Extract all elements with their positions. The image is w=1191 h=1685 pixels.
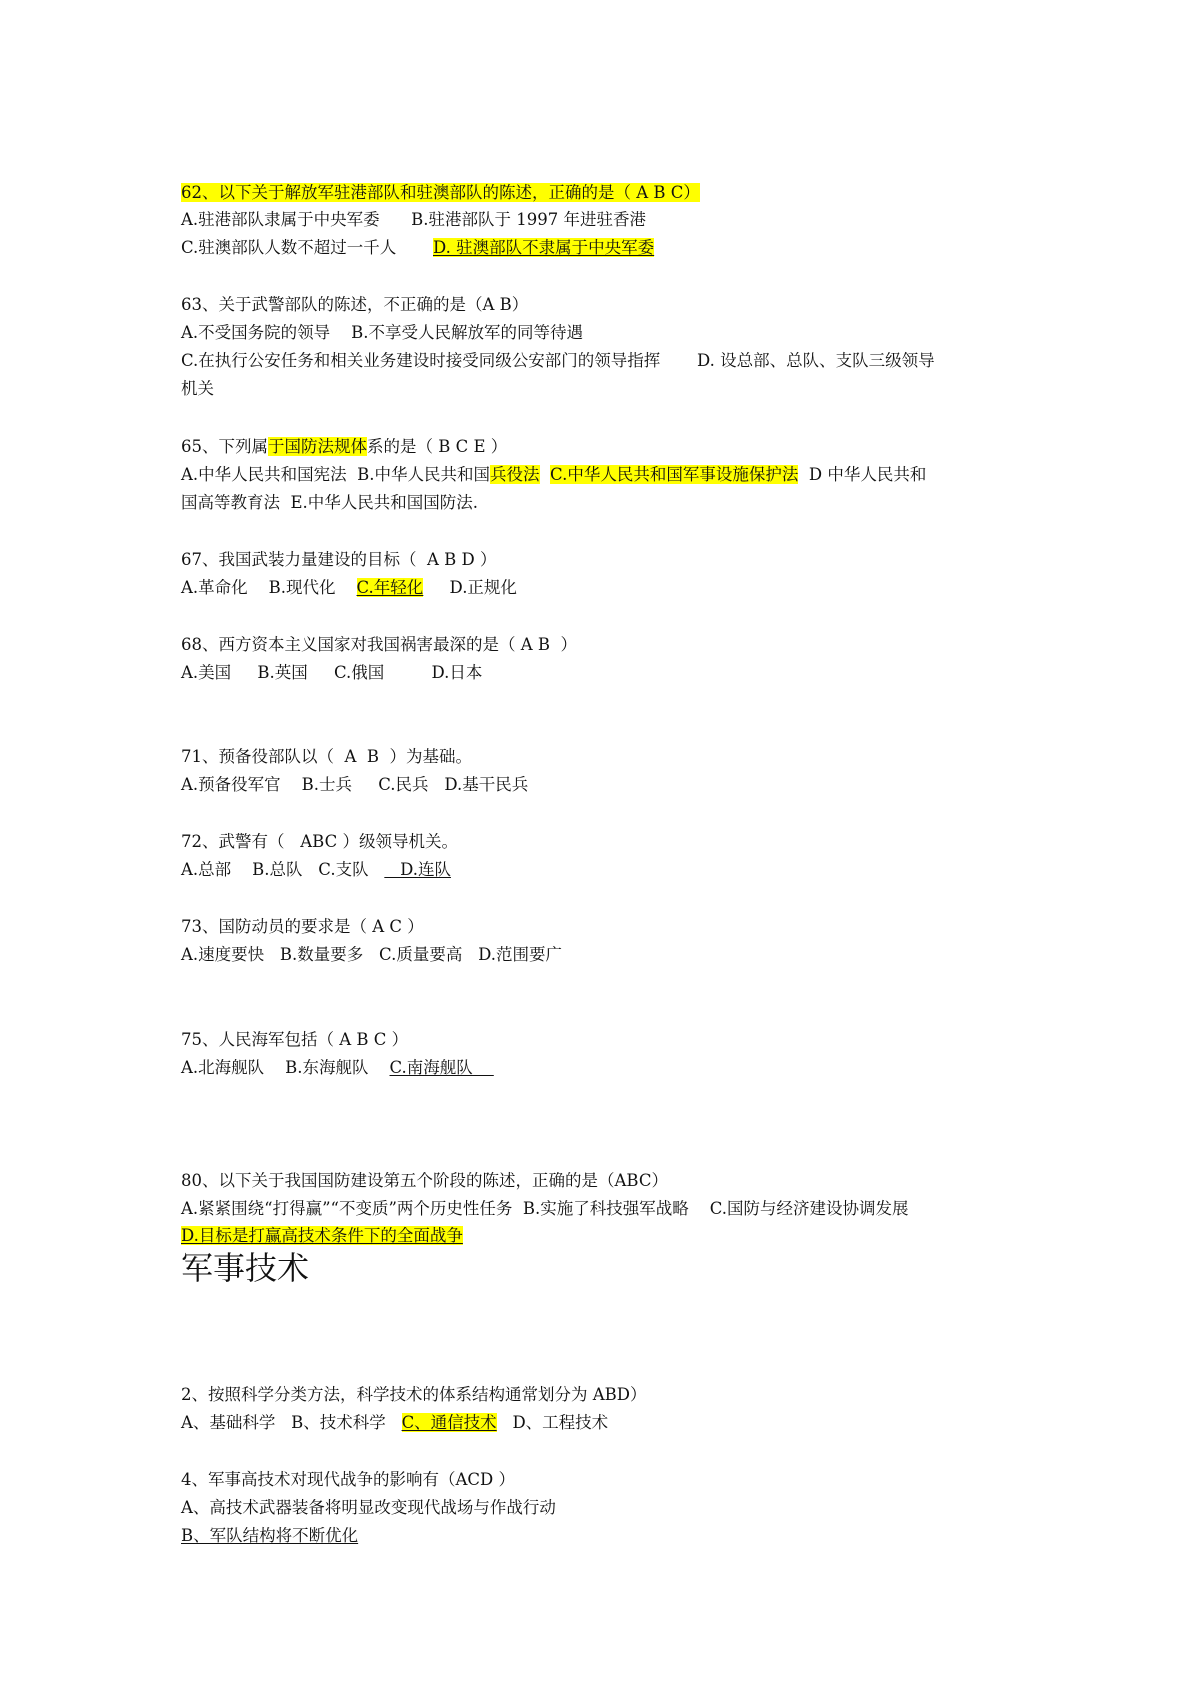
question-65-text-pre: 65、下列属 (181, 437, 268, 456)
option-a: A.驻港部队隶属于中央军委 (181, 210, 380, 229)
question-62-options-row1 (181, 209, 646, 231)
question-65-text-highlight: 于国防法规体 (268, 437, 367, 456)
option-c: C.在执行公安任务和相关业务建设时接受同级公安部门的领导指挥 (181, 351, 661, 370)
question-71 (181, 746, 472, 768)
option-a: A.速度要快 (181, 945, 265, 964)
option-d: D.正规化 (449, 578, 517, 597)
option-b: B.实施了科技强军战略 (522, 1199, 689, 1218)
option-b: B.驻港部队于 1997 年进驻香港 (411, 210, 647, 229)
question-62-text: 62、以下关于解放军驻港部队和驻澳部队的陈述，正确的是（ A B C） (181, 183, 700, 202)
question-80-options-row1 (181, 1198, 909, 1220)
question-71-options (181, 774, 528, 796)
option-b: B.中华人民共和国 (357, 465, 491, 484)
option-a: A.中华人民共和国宪法 (181, 465, 347, 484)
option-d: D. 驻澳部队不隶属于中央军委 (433, 238, 655, 257)
question-2-options (181, 1412, 608, 1434)
question-73-options (181, 944, 562, 966)
question-4-text: 4、军事高技术对现代战争的影响有（ACD ） (181, 1470, 516, 1489)
question-63-options-row3 (181, 378, 214, 400)
question-62 (181, 182, 700, 204)
question-80-text: 80、以下关于我国国防建设第五个阶段的陈述，正确的是（ABC） (181, 1171, 668, 1190)
option-a: A.预备役军官 (181, 775, 281, 794)
option-b: B.东海舰队 (285, 1058, 369, 1077)
option-c: C.质量要高 (379, 945, 463, 964)
option-c: C.南海舰队 (389, 1058, 494, 1077)
question-63 (181, 294, 528, 316)
question-65-options-row2 (181, 492, 478, 514)
section-heading: 军事技术 (181, 1249, 310, 1287)
question-75-text: 75、人民海军包括（ A B C ） (181, 1030, 409, 1049)
question-2 (181, 1384, 647, 1406)
option-c: C.支队 (318, 860, 369, 879)
question-4 (181, 1469, 515, 1491)
question-63-text: 63、关于武警部队的陈述，不正确的是（A B） (181, 295, 529, 314)
question-71-text: 71、预备役部队以（ A B ）为基础。 (181, 747, 473, 766)
question-72-options (181, 859, 451, 881)
option-a: A.美国 (181, 663, 232, 682)
question-65-text-post: 系的是（ B C E ） (367, 437, 508, 456)
option-b: B.士兵 (301, 775, 353, 794)
question-4-option-b (181, 1525, 358, 1547)
option-e: E.中华人民共和国国防法. (290, 493, 479, 512)
question-2-text: 2、按照科学分类方法，科学技术的体系结构通常划分为 ABD） (181, 1385, 647, 1404)
question-68 (181, 634, 577, 656)
option-d: D.日本 (431, 663, 483, 682)
question-63-options-row2 (181, 350, 935, 372)
option-a: A.紧紧围绕“打得赢”“不变质”两个历史性任务 (181, 1199, 513, 1218)
option-a: A.总部 (181, 860, 232, 879)
option-d: D. 设总部、总队、支队三级领导 (697, 351, 935, 370)
option-b: B、军队结构将不断优化 (181, 1526, 359, 1545)
question-72-text: 72、武警有（ ABC ）级领导机关。 (181, 832, 458, 851)
option-a: A.北海舰队 (181, 1058, 265, 1077)
option-b: B.英国 (257, 663, 308, 682)
option-a: A、高技术武器装备将明显改变现代战场与作战行动 (181, 1498, 556, 1517)
option-d: D.目标是打赢高技术条件下的全面战争 (181, 1226, 463, 1245)
question-67-options (181, 577, 517, 599)
question-75 (181, 1029, 408, 1051)
option-d: D.连队 (384, 860, 451, 879)
question-67 (181, 549, 497, 571)
option-d: D.基干民兵 (444, 775, 529, 794)
option-b-highlight: 兵役法 (490, 465, 540, 484)
option-b: B、技术科学 (291, 1413, 386, 1432)
question-72 (181, 831, 458, 853)
option-b: B.不享受人民解放军的同等待遇 (351, 323, 584, 342)
option-d: D 中华人民共和 (808, 465, 927, 484)
question-4-option-a (181, 1497, 556, 1519)
option-c: C.年轻化 (356, 578, 424, 597)
question-73-text: 73、国防动员的要求是（ A C ） (181, 917, 424, 936)
option-b: B.数量要多 (279, 945, 364, 964)
question-67-text: 67、我国武装力量建设的目标（ A B D ） (181, 550, 497, 569)
question-65 (181, 436, 507, 458)
option-a: A.革命化 (181, 578, 248, 597)
question-68-text: 68、西方资本主义国家对我国祸害最深的是（ A B ） (181, 635, 578, 654)
question-62-options-row2 (181, 237, 654, 259)
option-d: D.范围要广 (478, 945, 562, 964)
option-b: B.现代化 (268, 578, 336, 597)
option-d-continued: 国高等教育法 (181, 493, 280, 512)
option-c: C.俄国 (334, 663, 385, 682)
option-c: C.驻澳部队人数不超过一千人 (181, 238, 397, 257)
question-63-options-row1 (181, 322, 583, 344)
question-80 (181, 1170, 668, 1192)
option-b: B.总队 (252, 860, 303, 879)
option-a: A.不受国务院的领导 (181, 323, 331, 342)
option-c: C.国防与经济建设协调发展 (709, 1199, 909, 1218)
question-65-options-row1 (181, 464, 926, 486)
option-c: C.民兵 (378, 775, 429, 794)
option-c: C.中华人民共和国军事设施保护法 (550, 465, 799, 484)
question-73 (181, 916, 424, 938)
option-d: D、工程技术 (512, 1413, 609, 1432)
option-c: C、通信技术 (401, 1413, 497, 1432)
option-d-continued: 机关 (181, 379, 214, 398)
question-68-options (181, 662, 482, 684)
option-a: A、基础科学 (181, 1413, 276, 1432)
question-80-options-row2 (181, 1225, 463, 1247)
question-75-options (181, 1057, 494, 1079)
